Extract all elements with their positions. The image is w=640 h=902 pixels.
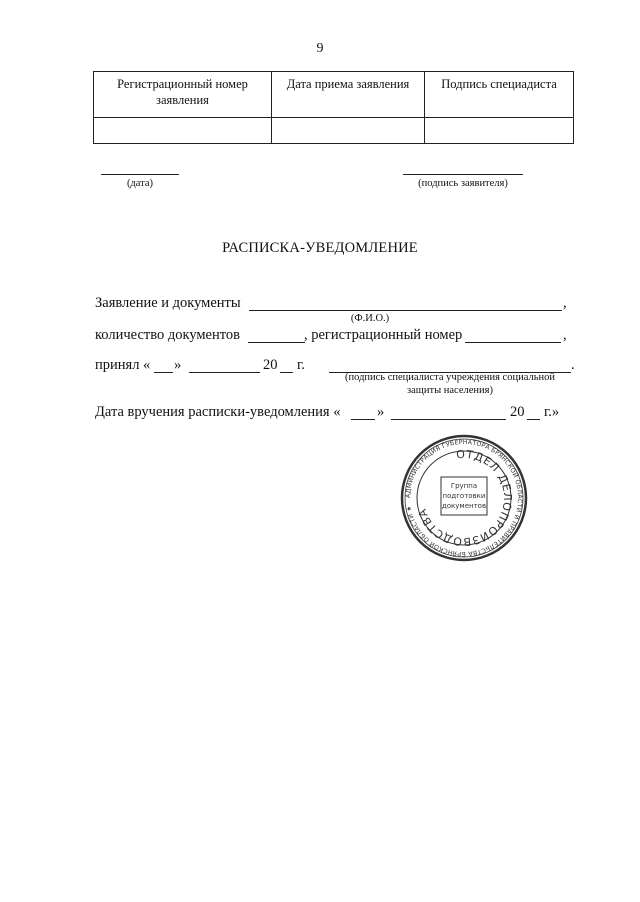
stamp-ring-text: АДМИНИСТРАЦИЯ ГУБЕРНАТОРА БРЯНСКОЙ ОБЛАСТИ И ПРАВИТЕЛЬСТВА БРЯНСКОЙ ОБЛАСТИ ★ <box>404 438 524 558</box>
accepted-day-line <box>154 372 173 373</box>
specialist-caption-line1: (подпись специалиста учреждения социальной <box>345 372 555 383</box>
accepted-period: . <box>571 357 575 373</box>
delivery-label: Дата вручения расписки-уведомления « <box>95 404 341 420</box>
table-header-row <box>94 72 574 118</box>
stamp-center-line-1: Группа <box>450 482 478 490</box>
applicant-signature-caption: (подпись заявителя) <box>418 178 508 189</box>
stamp-center-line-2: подготовки <box>442 492 486 500</box>
accepted-year-prefix: 20 <box>263 357 278 373</box>
table-cell-specialist-signature <box>425 118 574 144</box>
accepted-year-suffix: г. <box>297 357 305 373</box>
table-header-specialist-signature: Подпись специадиста <box>425 72 574 118</box>
statement-comma: , <box>563 295 567 311</box>
delivery-year-suffix: г.» <box>544 404 560 420</box>
delivery-year-line <box>527 419 540 420</box>
stamp-center-line-3: документов <box>441 502 487 510</box>
stamp-inner-text: ОТДЕЛ ДЕЛОПРОИЗВОДСТВА <box>415 447 515 549</box>
fio-caption: (Ф.И.О.) <box>350 313 390 324</box>
specialist-caption-line2: защиты населения) <box>407 385 493 396</box>
office-stamp <box>399 433 529 563</box>
statement-label: Заявление и документы <box>95 295 241 311</box>
docs-count-line <box>248 342 305 343</box>
applicant-signature-line <box>403 174 523 175</box>
reg-number-comma: , <box>563 327 567 343</box>
date-caption: (дата) <box>126 178 154 189</box>
reg-number-line <box>465 342 561 343</box>
table-cell-reg-number <box>94 118 272 144</box>
table-header-reg-number: Регистрационный номер заявления <box>94 72 272 118</box>
accepted-quote-close: » <box>174 357 182 373</box>
docs-count-label: количество документов <box>95 327 240 343</box>
table-header-date: Дата приема заявления <box>272 72 425 118</box>
document-title: РАСПИСКА-УВЕДОМЛЕНИЕ <box>222 240 418 256</box>
accepted-year-line <box>280 372 293 373</box>
accepted-label: принял « <box>95 357 151 373</box>
registration-table <box>93 71 574 144</box>
fio-line <box>249 310 562 311</box>
accepted-month-line <box>189 372 260 373</box>
page-number: 9 <box>316 41 324 56</box>
table-row <box>94 118 574 144</box>
delivery-year-prefix: 20 <box>510 404 525 420</box>
reg-number-label: , регистрационный номер <box>304 327 463 343</box>
delivery-day-line <box>351 419 375 420</box>
delivery-quote-close: » <box>377 404 385 420</box>
table-cell-date <box>272 118 425 144</box>
date-line <box>101 174 179 175</box>
delivery-month-line <box>391 419 506 420</box>
